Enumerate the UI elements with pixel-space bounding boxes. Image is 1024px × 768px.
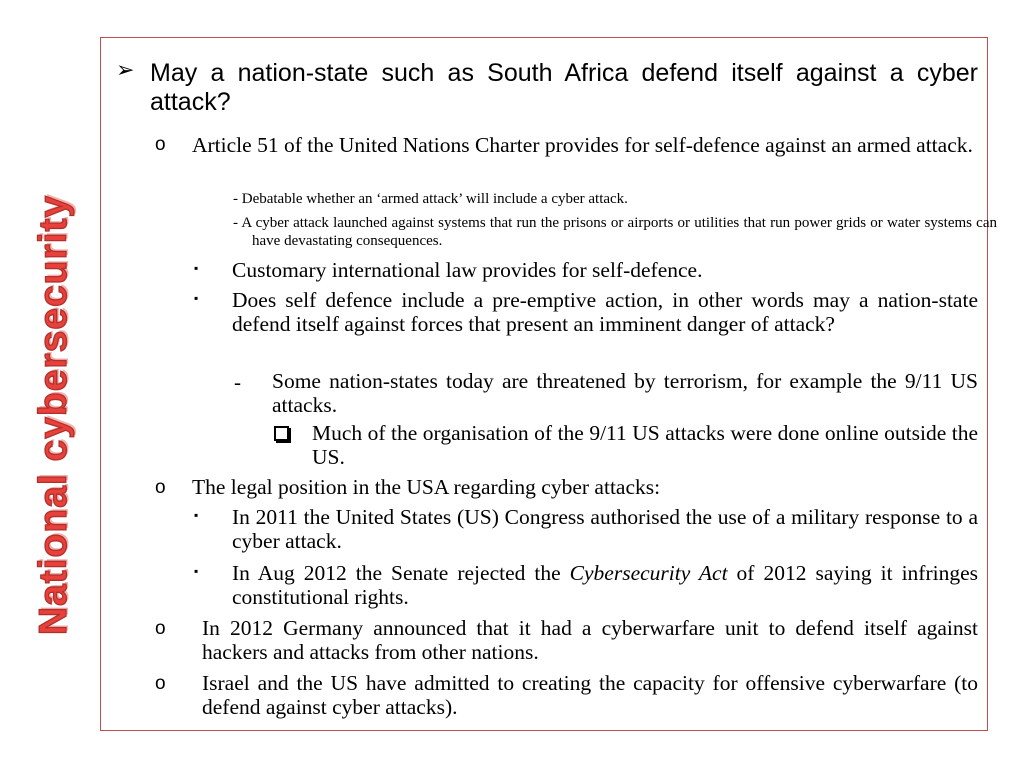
circle-bullet-icon: o [155,673,166,694]
square-bullet-icon: ▪ [194,291,199,305]
side-title [24,135,84,695]
article51-text: Article 51 of the United Nations Charter provides for self-defence against an armed attack. [192,133,973,157]
circle-bullet-icon: o [155,134,166,155]
congress-2011-text: In 2011 the United States (US) Congress authorised the use of a military response to a cyber attack. [232,505,978,553]
arrow-bullet-icon: ➢ [116,58,135,83]
consequences-note: - A cyber attack launched against systems that run the prisons or airports or utilities that run power grids or water systems can have devastating consequences. [233,215,997,249]
circle-bullet-icon: o [155,618,166,639]
side-title-text: National cybersecurity [32,194,75,636]
checkbox-bullet-icon [274,426,289,446]
circle-bullet-icon: o [155,477,166,498]
usa-legal-position-text: The legal position in the USA regarding cyber attacks: [192,475,661,499]
senate-2012-text: In Aug 2012 the Senate rejected the Cybersecurity Act of 2012 saying it infringes constitutional rights. [232,561,978,609]
heading-question: May a nation-state such as South Africa defend itself against a cyber attack? [150,59,978,116]
armed-attack-note: - Debatable whether an ‘armed attack’ will include a cyber attack. [233,191,628,207]
cybersecurity-act-title: Cybersecurity Act [569,561,728,585]
terrorism-text: Some nation-states today are threatened by terrorism, for example the 9/11 US attacks. [272,369,978,417]
israel-text: Israel and the US have admitted to creating the capacity for offensive cyberwarfare (to defend against cyber attacks). [202,671,978,719]
square-bullet-icon: ▪ [194,508,199,522]
dash-bullet: - [234,370,241,394]
preemptive-text: Does self defence include a pre-emptive action, in other words may a nation-state defend itself against forces that present an imminent danger of attack? [232,288,978,336]
customary-law-text: Customary international law provides for self-defence. [232,258,703,282]
square-bullet-icon: ▪ [194,261,199,275]
germany-text: In 2012 Germany announced that it had a cyberwarfare unit to defend itself against hackers and attacks from other nations. [202,616,978,664]
online-organisation-text: Much of the organisation of the 9/11 US attacks were done online outside the US. [312,421,978,469]
square-bullet-icon: ▪ [194,564,199,578]
